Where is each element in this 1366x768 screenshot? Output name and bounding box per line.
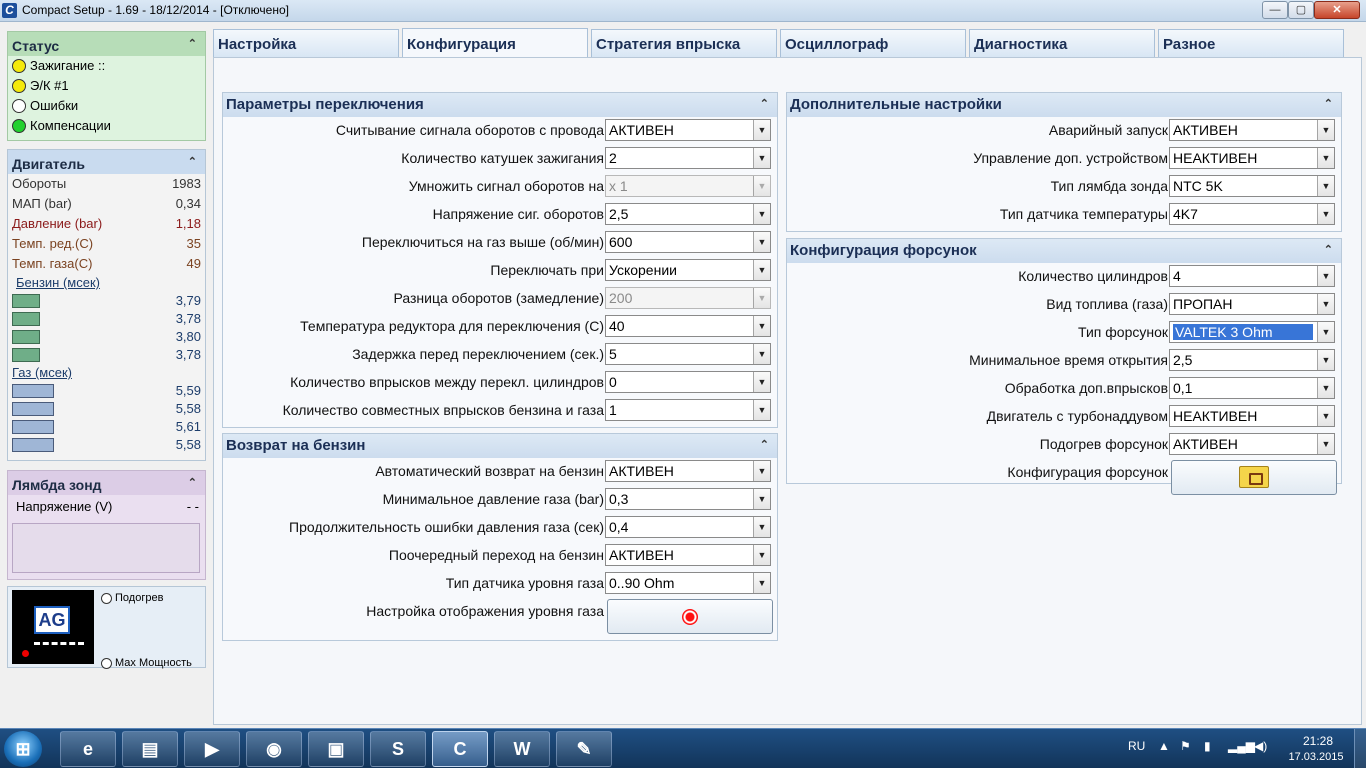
engine-reading-row bbox=[8, 234, 205, 254]
setting-label: Переключиться на газ выше (об/мин) bbox=[361, 234, 604, 250]
taskbar-file-explorer-icon[interactable]: ▤ bbox=[122, 731, 178, 767]
setting-row bbox=[787, 145, 1341, 173]
setting-dropdown[interactable] bbox=[1169, 377, 1335, 399]
dropdown-arrow-icon: ▼ bbox=[753, 288, 770, 308]
taskbar-word-icon[interactable]: W bbox=[494, 731, 550, 767]
engine-reading-label: Темп. газа(C) bbox=[12, 256, 93, 271]
setting-row bbox=[223, 341, 777, 369]
setting-row bbox=[223, 285, 777, 313]
setting-label: Минимальное давление газа (bar) bbox=[382, 491, 604, 507]
close-button[interactable]: ✕ bbox=[1314, 1, 1360, 19]
collapse-icon[interactable]: ⌃ bbox=[187, 38, 197, 50]
setting-dropdown-value: 0,3 bbox=[609, 491, 629, 507]
setting-dropdown-value: 2,5 bbox=[609, 206, 629, 222]
petrol-injection-bars bbox=[8, 292, 205, 364]
setting-dropdown[interactable] bbox=[605, 259, 771, 281]
ag-logo-text: AG bbox=[34, 606, 70, 634]
setting-row bbox=[223, 257, 777, 285]
taskbar-internet-explorer-icon[interactable]: e bbox=[60, 731, 116, 767]
setting-dropdown-value: АКТИВЕН bbox=[609, 463, 674, 479]
network-signal-icon[interactable]: ▂▄▆ bbox=[1228, 739, 1255, 753]
setting-dropdown-value: 4K7 bbox=[1173, 206, 1198, 222]
setting-dropdown-value: 200 bbox=[609, 290, 633, 306]
minimize-button[interactable]: — bbox=[1262, 1, 1288, 19]
setting-dropdown[interactable] bbox=[605, 544, 771, 566]
status-dot-icon bbox=[22, 650, 29, 657]
lambda-voltage-value: - - bbox=[186, 499, 199, 514]
engine-reading-label: МАП (bar) bbox=[12, 196, 72, 211]
setting-row bbox=[223, 173, 777, 201]
setting-dropdown-value: АКТИВЕН bbox=[1173, 436, 1238, 452]
petrol-injector-row bbox=[8, 328, 205, 346]
setting-dropdown bbox=[605, 175, 771, 197]
max-power-indicator-label: Мах Мощность bbox=[115, 657, 192, 669]
petrol-return-rows bbox=[223, 458, 777, 598]
max-power-indicator-circle bbox=[101, 658, 112, 669]
setting-dropdown[interactable] bbox=[605, 231, 771, 253]
dropdown-arrow-icon[interactable]: ▼ bbox=[1317, 294, 1334, 314]
setting-dropdown[interactable] bbox=[605, 516, 771, 538]
status-list bbox=[8, 56, 205, 136]
setting-row bbox=[787, 403, 1341, 431]
engine-reading-label: Давление (bar) bbox=[12, 216, 103, 231]
setting-label: Количество катушек зажигания bbox=[401, 150, 604, 166]
status-panel bbox=[7, 31, 206, 141]
setting-dropdown-value: НЕАКТИВЕН bbox=[1173, 150, 1258, 166]
setting-label: Тип датчика уровня газа bbox=[445, 575, 604, 591]
engine-reading-label: Темп. ред.(C) bbox=[12, 236, 94, 251]
extra-settings-header[interactable] bbox=[787, 93, 1341, 117]
setting-dropdown[interactable] bbox=[1169, 349, 1335, 371]
setting-label: Считывание сигнала оборотов с провода bbox=[335, 122, 604, 138]
setting-dropdown-value: 5 bbox=[609, 346, 617, 362]
extra-settings-rows bbox=[787, 117, 1341, 229]
setting-dropdown-value: 2 bbox=[609, 150, 617, 166]
setting-label: Тип датчика температуры bbox=[999, 206, 1168, 222]
injector-config-rows bbox=[787, 263, 1341, 459]
lambda-panel bbox=[7, 470, 206, 580]
extra-settings-title: Дополнительные настройки bbox=[790, 96, 1002, 113]
setting-dropdown[interactable] bbox=[1169, 265, 1335, 287]
status-item bbox=[8, 76, 205, 96]
setting-dropdown-value: НЕАКТИВЕН bbox=[1173, 408, 1258, 424]
setting-label: Автоматический возврат на бензин bbox=[375, 463, 604, 479]
setting-row bbox=[787, 375, 1341, 403]
setting-row bbox=[223, 458, 777, 486]
switch-params-title: Параметры переключения bbox=[226, 96, 424, 113]
tray-expand-icon[interactable]: ▲ bbox=[1158, 739, 1170, 753]
gas-bar bbox=[12, 438, 54, 452]
setting-row bbox=[787, 431, 1341, 459]
setting-row bbox=[223, 201, 777, 229]
petrol-time-value: 3,80 bbox=[175, 329, 201, 344]
tab-oscilloscope[interactable]: Осциллограф bbox=[780, 29, 966, 57]
petrol-injector-row bbox=[8, 292, 205, 310]
setting-label: Двигатель с турбонаддувом bbox=[986, 408, 1168, 424]
setting-dropdown[interactable] bbox=[605, 488, 771, 510]
setting-dropdown[interactable] bbox=[605, 147, 771, 169]
injector-config-button-row bbox=[787, 459, 1341, 497]
setting-label: Аварийный запуск bbox=[1048, 122, 1168, 138]
setting-label: Обработка доп.впрысков bbox=[1004, 380, 1168, 396]
lambda-voltage-row bbox=[8, 495, 205, 517]
petrol-bar bbox=[12, 348, 40, 362]
setting-row bbox=[223, 514, 777, 542]
start-button[interactable]: ⊞ bbox=[4, 731, 42, 767]
gas-injection-bars bbox=[8, 382, 205, 454]
setting-dropdown-value: 2,5 bbox=[1173, 352, 1193, 368]
setting-dropdown[interactable] bbox=[605, 343, 771, 365]
dropdown-arrow-icon[interactable]: ▼ bbox=[1317, 120, 1334, 140]
injector-config-button[interactable] bbox=[1171, 460, 1337, 495]
left-panel bbox=[3, 28, 209, 724]
petrol-return-header[interactable] bbox=[223, 434, 777, 458]
switch-params-group bbox=[222, 92, 778, 428]
lambda-panel-title: Лямбда зонд bbox=[12, 477, 102, 493]
status-led-icon bbox=[12, 79, 26, 93]
setting-row bbox=[223, 397, 777, 425]
petrol-injector-row bbox=[8, 346, 205, 364]
setting-label: Продолжительность ошибки давления газа (сек) bbox=[289, 519, 604, 535]
dropdown-arrow-icon[interactable]: ▼ bbox=[753, 461, 770, 481]
engine-readings bbox=[8, 174, 205, 274]
injector-config-group bbox=[786, 238, 1342, 484]
dropdown-arrow-icon[interactable]: ▼ bbox=[1317, 350, 1334, 370]
dropdown-arrow-icon[interactable]: ▼ bbox=[753, 489, 770, 509]
dropdown-arrow-icon[interactable]: ▼ bbox=[753, 517, 770, 537]
app-icon: C bbox=[2, 3, 17, 18]
petrol-injector-row bbox=[8, 310, 205, 328]
setting-row bbox=[787, 291, 1341, 319]
setting-row bbox=[223, 229, 777, 257]
language-indicator[interactable]: RU bbox=[1128, 739, 1146, 753]
setting-row bbox=[787, 319, 1341, 347]
dropdown-arrow-icon[interactable]: ▼ bbox=[753, 573, 770, 593]
setting-row bbox=[223, 542, 777, 570]
setting-label: Тип форсунок bbox=[1078, 324, 1168, 340]
setting-dropdown[interactable] bbox=[605, 119, 771, 141]
volume-icon[interactable]: ◀) bbox=[1254, 739, 1268, 753]
setting-dropdown-value: 0,1 bbox=[1173, 380, 1193, 396]
engine-reading-row bbox=[8, 194, 205, 214]
setting-dropdown[interactable] bbox=[1169, 405, 1335, 427]
dropdown-arrow-icon[interactable]: ▼ bbox=[1317, 148, 1334, 168]
switch-params-header[interactable] bbox=[223, 93, 777, 117]
setting-dropdown[interactable] bbox=[605, 572, 771, 594]
petrol-time-value: 3,78 bbox=[175, 347, 201, 362]
dropdown-arrow-icon[interactable]: ▼ bbox=[753, 120, 770, 140]
setting-dropdown-value: АКТИВЕН bbox=[609, 547, 674, 563]
setting-dropdown-value: АКТИВЕН bbox=[1173, 122, 1238, 138]
gas-injector-row bbox=[8, 418, 205, 436]
taskbar bbox=[0, 728, 1366, 768]
setting-dropdown-value: VALTEK 3 Ohm bbox=[1173, 324, 1313, 340]
gas-bar bbox=[12, 420, 54, 434]
setting-dropdown-value: АКТИВЕН bbox=[609, 122, 674, 138]
dropdown-arrow-icon[interactable]: ▼ bbox=[1317, 434, 1334, 454]
setting-dropdown-value: 0,4 bbox=[609, 519, 629, 535]
setting-dropdown[interactable] bbox=[1169, 293, 1335, 315]
engine-reading-label: Обороты bbox=[12, 176, 67, 191]
setting-row bbox=[787, 347, 1341, 375]
gas-level-display-button[interactable] bbox=[607, 599, 773, 634]
setting-dropdown[interactable] bbox=[605, 315, 771, 337]
setting-row bbox=[223, 145, 777, 173]
maximize-button[interactable]: ▢ bbox=[1288, 1, 1314, 19]
setting-dropdown[interactable] bbox=[1169, 321, 1335, 343]
injector-config-header[interactable] bbox=[787, 239, 1341, 263]
setting-dropdown-value: 4 bbox=[1173, 268, 1181, 284]
fuel-level-line bbox=[34, 642, 84, 645]
dropdown-arrow-icon[interactable]: ▼ bbox=[753, 204, 770, 224]
setting-dropdown-value: ПРОПАН bbox=[1173, 296, 1233, 312]
collapse-icon[interactable]: ⌃ bbox=[187, 156, 197, 168]
gas-time-value: 5,61 bbox=[175, 419, 201, 434]
petrol-bar bbox=[12, 330, 40, 344]
setting-dropdown-value: Ускорении bbox=[609, 262, 677, 278]
setting-label: Минимальное время открытия bbox=[969, 352, 1168, 368]
engine-reading-row bbox=[8, 214, 205, 234]
dropdown-arrow-icon[interactable]: ▼ bbox=[753, 148, 770, 168]
petrol-section-title[interactable]: Бензин (мсек) bbox=[16, 275, 100, 290]
status-led-icon bbox=[12, 119, 26, 133]
setting-dropdown-value: 0..90 Ohm bbox=[609, 575, 675, 591]
clock-date[interactable]: 17.03.2015 bbox=[1288, 751, 1344, 763]
ag-logo bbox=[12, 590, 94, 664]
setting-label: Подогрев форсунок bbox=[1039, 436, 1168, 452]
petrol-bar bbox=[12, 294, 40, 308]
dropdown-arrow-icon[interactable]: ▼ bbox=[1317, 322, 1334, 342]
taskbar-chrome-icon[interactable]: ◉ bbox=[246, 731, 302, 767]
status-item bbox=[8, 116, 205, 136]
status-item bbox=[8, 96, 205, 116]
status-led-icon bbox=[12, 99, 26, 113]
setting-label: Количество совместных впрысков бензина и газа bbox=[282, 402, 604, 418]
setting-dropdown[interactable] bbox=[1169, 203, 1335, 225]
setting-dropdown[interactable] bbox=[605, 371, 771, 393]
status-item-label: Ошибки bbox=[30, 98, 79, 113]
status-item-label: Э/К #1 bbox=[30, 78, 69, 93]
gas-bar bbox=[12, 384, 54, 398]
dropdown-arrow-icon[interactable]: ▼ bbox=[1317, 176, 1334, 196]
gas-section-title[interactable]: Газ (мсек) bbox=[12, 365, 72, 380]
app-window bbox=[0, 22, 1366, 728]
setting-row bbox=[223, 486, 777, 514]
setting-label: Переключать при bbox=[490, 262, 604, 278]
setting-label: Количество впрысков между перекл. цилиндров bbox=[290, 374, 604, 390]
gas-injector-row bbox=[8, 400, 205, 418]
configuration-page bbox=[213, 57, 1362, 725]
tab-bar bbox=[213, 28, 1348, 58]
gas-time-value: 5,58 bbox=[175, 401, 201, 416]
setting-label: Управление доп. устройством bbox=[973, 150, 1168, 166]
dropdown-arrow-icon[interactable]: ▼ bbox=[1317, 266, 1334, 286]
setting-label: Тип лямбда зонда bbox=[1050, 178, 1168, 194]
tab-misc[interactable]: Разное bbox=[1158, 29, 1344, 57]
dropdown-arrow-icon[interactable]: ▼ bbox=[753, 232, 770, 252]
heat-indicator-label: Подогрев bbox=[115, 592, 164, 604]
petrol-time-value: 3,79 bbox=[175, 293, 201, 308]
setting-dropdown-value: 600 bbox=[609, 234, 633, 250]
setting-dropdown[interactable] bbox=[1169, 119, 1335, 141]
dropdown-arrow-icon[interactable]: ▼ bbox=[1317, 406, 1334, 426]
collapse-icon[interactable]: ⌃ bbox=[187, 477, 197, 489]
engine-reading-row bbox=[8, 174, 205, 194]
setting-dropdown[interactable] bbox=[1169, 175, 1335, 197]
collapse-icon[interactable]: ⌃ bbox=[759, 98, 769, 110]
dropdown-arrow-icon: ▼ bbox=[753, 176, 770, 196]
lambda-voltage-label: Напряжение (V) bbox=[16, 499, 113, 514]
setting-dropdown[interactable] bbox=[605, 460, 771, 482]
setting-label: Вид топлива (газа) bbox=[1046, 296, 1168, 312]
petrol-time-value: 3,78 bbox=[175, 311, 201, 326]
setting-label: Поочередный переход на бензин bbox=[388, 547, 604, 563]
setting-dropdown[interactable] bbox=[1169, 147, 1335, 169]
gas-level-display-row bbox=[223, 598, 777, 636]
status-panel-header[interactable] bbox=[8, 32, 205, 56]
collapse-icon[interactable]: ⌃ bbox=[759, 439, 769, 451]
taskbar-remote-desktop-icon[interactable]: ▣ bbox=[308, 731, 364, 767]
engine-panel-header[interactable] bbox=[8, 150, 205, 174]
show-desktop-button[interactable] bbox=[1354, 729, 1366, 768]
setting-row bbox=[223, 313, 777, 341]
window-title: Compact Setup - 1.69 - 18/12/2014 - [Отключено] bbox=[22, 3, 289, 17]
target-icon bbox=[682, 609, 698, 625]
switch-params-rows bbox=[223, 117, 777, 425]
status-item-label: Зажигание :: bbox=[30, 58, 106, 73]
setting-dropdown[interactable] bbox=[1169, 433, 1335, 455]
gas-injector-row bbox=[8, 436, 205, 454]
dropdown-arrow-icon[interactable]: ▼ bbox=[1317, 378, 1334, 398]
setting-label: Задержка перед переключением (сек.) bbox=[352, 346, 604, 362]
setting-row bbox=[787, 173, 1341, 201]
heat-indicator bbox=[101, 592, 163, 604]
injector-config-button-label: Конфигурация форсунок bbox=[1007, 464, 1168, 480]
engine-panel-title: Двигатель bbox=[12, 156, 85, 172]
dropdown-arrow-icon[interactable]: ▼ bbox=[753, 400, 770, 420]
setting-label: Умножить сигнал оборотов на bbox=[408, 178, 604, 194]
engine-reading-value: 49 bbox=[186, 256, 201, 271]
gas-injector-row bbox=[8, 382, 205, 400]
setting-dropdown-value: NTC 5K bbox=[1173, 178, 1223, 194]
lambda-panel-header[interactable] bbox=[8, 471, 205, 495]
clock-time[interactable]: 21:28 bbox=[1302, 734, 1334, 748]
taskbar-media-player-icon[interactable]: ▶ bbox=[184, 731, 240, 767]
engine-reading-row bbox=[8, 254, 205, 274]
setting-label: Напряжение сиг. оборотов bbox=[432, 206, 604, 222]
setting-dropdown-value: 0 bbox=[609, 374, 617, 390]
gas-time-value: 5,59 bbox=[175, 383, 201, 398]
setting-dropdown-value: 40 bbox=[609, 318, 625, 334]
status-led-icon bbox=[12, 59, 26, 73]
setting-row bbox=[787, 201, 1341, 229]
setting-row bbox=[223, 369, 777, 397]
setting-dropdown-value: x 1 bbox=[609, 178, 628, 194]
tray-device-icon[interactable]: ▮ bbox=[1204, 739, 1211, 753]
petrol-return-group bbox=[222, 433, 778, 641]
dropdown-arrow-icon[interactable]: ▼ bbox=[753, 316, 770, 336]
setting-dropdown[interactable] bbox=[605, 399, 771, 421]
setting-dropdown bbox=[605, 287, 771, 309]
taskbar-compact-setup-icon[interactable]: C bbox=[432, 731, 488, 767]
title-bar bbox=[0, 0, 1366, 22]
setting-label: Температура редуктора для переключения (C) bbox=[300, 318, 604, 334]
tab-configuration[interactable]: Конфигурация bbox=[402, 28, 588, 58]
lambda-graph-area bbox=[12, 523, 200, 573]
gas-time-value: 5,58 bbox=[175, 437, 201, 452]
setting-row bbox=[787, 117, 1341, 145]
setting-row bbox=[223, 570, 777, 598]
dropdown-arrow-icon[interactable]: ▼ bbox=[753, 545, 770, 565]
setting-dropdown-value: 1 bbox=[609, 402, 617, 418]
setting-label: Количество цилиндров bbox=[1018, 268, 1168, 284]
folder-tools-icon bbox=[1239, 466, 1269, 488]
setting-label: Разница оборотов (замедление) bbox=[393, 290, 604, 306]
petrol-bar bbox=[12, 312, 40, 326]
max-power-indicator bbox=[101, 657, 192, 669]
setting-row bbox=[787, 263, 1341, 291]
action-center-flag-icon[interactable]: ⚑ bbox=[1180, 739, 1191, 753]
engine-reading-value: 1983 bbox=[172, 176, 201, 191]
gas-level-display-label: Настройка отображения уровня газа bbox=[366, 603, 604, 619]
taskbar-paint-icon[interactable]: ✎ bbox=[556, 731, 612, 767]
engine-reading-value: 1,18 bbox=[175, 216, 201, 231]
status-panel-title: Статус bbox=[12, 38, 60, 54]
extra-settings-group bbox=[786, 92, 1342, 232]
engine-reading-value: 35 bbox=[186, 236, 201, 251]
tab-settings[interactable]: Настройка bbox=[213, 29, 399, 57]
taskbar-skype-icon[interactable]: S bbox=[370, 731, 426, 767]
tab-diagnostics[interactable]: Диагностика bbox=[969, 29, 1155, 57]
setting-row bbox=[223, 117, 777, 145]
heat-indicator-circle bbox=[101, 593, 112, 604]
injector-config-title: Конфигурация форсунок bbox=[790, 242, 977, 259]
dropdown-arrow-icon[interactable]: ▼ bbox=[1317, 204, 1334, 224]
engine-panel bbox=[7, 149, 206, 461]
dropdown-arrow-icon[interactable]: ▼ bbox=[753, 260, 770, 280]
collapse-icon[interactable]: ⌃ bbox=[1323, 244, 1333, 256]
status-item-label: Компенсации bbox=[30, 118, 111, 133]
tab-injection-strategy[interactable]: Стратегия впрыска bbox=[591, 29, 777, 57]
indicator-panel bbox=[7, 586, 206, 668]
collapse-icon[interactable]: ⌃ bbox=[1323, 98, 1333, 110]
dropdown-arrow-icon[interactable]: ▼ bbox=[753, 372, 770, 392]
gas-bar bbox=[12, 402, 54, 416]
status-item bbox=[8, 56, 205, 76]
setting-dropdown[interactable] bbox=[605, 203, 771, 225]
dropdown-arrow-icon[interactable]: ▼ bbox=[753, 344, 770, 364]
petrol-return-title: Возврат на бензин bbox=[226, 437, 366, 454]
engine-reading-value: 0,34 bbox=[175, 196, 201, 211]
